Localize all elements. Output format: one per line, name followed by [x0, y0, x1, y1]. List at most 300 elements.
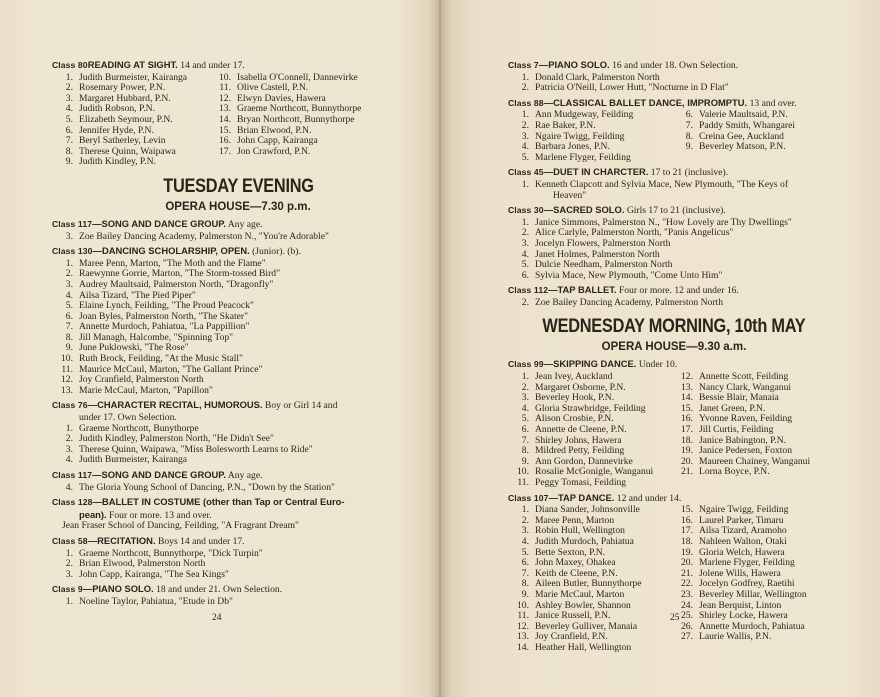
class-block: [52, 470, 424, 493]
entry-item: [516, 590, 680, 601]
class-desc: Boys 14 and under 17.: [157, 535, 245, 547]
entry-list: [680, 505, 807, 653]
entry-text: Annette Scott, Feilding: [699, 371, 789, 383]
entry-text: Jean Ivey, Auckland: [535, 371, 613, 383]
entry-number: 22.: [681, 578, 693, 590]
session-venue: OPERA HOUSE—9.30 a.m.: [601, 341, 747, 354]
entry-text: Jolene Wills, Hawera: [699, 567, 781, 579]
entry-item: [516, 478, 680, 489]
entry-item: [516, 121, 680, 132]
entry-text: Alice Carlyle, Palmerston North, "Panis Angelicus": [535, 227, 734, 239]
entry-text: Judith Burmeister, Kairanga: [79, 71, 188, 83]
entry-number: 3.: [65, 278, 73, 290]
entry-number: 6.: [521, 557, 529, 569]
entry-text: Jocelyn Godfrey, Raetihi: [699, 578, 795, 590]
entry-number: 13.: [681, 381, 693, 393]
entry-number: 15.: [219, 124, 231, 136]
entry-number: 24.: [681, 599, 693, 611]
entry-number: 8.: [685, 130, 693, 142]
entry-number: 18.: [681, 434, 693, 446]
book-gutter: [428, 0, 452, 697]
entry-number: 14.: [517, 641, 529, 653]
class-block-ballet: [508, 98, 840, 164]
entry-text: Isabella O'Connell, Dannevirke: [237, 71, 358, 83]
entry-text: Marie McCaul, Marton: [535, 588, 625, 600]
class-desc: 13 and over.: [749, 97, 797, 109]
class-code: Class 58: [52, 535, 88, 546]
entry-text: Jocelyn Flowers, Palmerston North: [535, 237, 671, 249]
class-title: —TAP BALLET.: [548, 284, 617, 296]
entry-text: Judith Kindley, P.N.: [79, 156, 156, 168]
entry-number: 17.: [681, 424, 693, 436]
entry-number: 5.: [521, 259, 529, 271]
entry-text: Kenneth Clapcott and Sylvia Mace, New Plymouth, "The Keys of: [535, 178, 789, 190]
entry-text: Ann Gordon, Dannevirke: [535, 455, 633, 467]
entry-text: Judith Murdoch, Pahiatua: [535, 535, 634, 547]
entry-number: 1.: [521, 71, 529, 83]
entry-number: 20.: [681, 557, 693, 569]
entry-item: [60, 280, 424, 291]
entry-text: Graeme Northcott, Bunythorpe: [79, 422, 199, 434]
class-code: Class 107: [508, 492, 549, 503]
entry-text: Judith Robson, P.N.: [79, 103, 155, 115]
entry-number: 9.: [685, 141, 693, 153]
entry-text: Shirley Johns, Hawera: [535, 434, 622, 446]
entry-text: Robin Hull, Wellington: [535, 525, 625, 537]
entry-number: 9.: [521, 588, 529, 600]
entry-text: Ailsa Tizard, "The Pied Piper": [79, 289, 196, 301]
entry-item: [516, 180, 840, 191]
entry-text: Paddy Smith, Whangarei: [699, 119, 796, 131]
entry-text: Therese Quinn, Waipawa: [79, 145, 176, 157]
entry-text: Margaret Osborne, P.N.: [535, 381, 626, 393]
class-block-skipping: [508, 359, 840, 488]
entry-number: 13.: [61, 384, 73, 396]
entry-number: 2.: [521, 381, 529, 393]
entry-list: [680, 110, 795, 163]
entry-number: 2.: [521, 119, 529, 131]
class-heading: [52, 470, 424, 482]
entry-text: Joy Cranfield, P.N.: [535, 631, 608, 643]
entry-text: Laurie Wallis, P.N.: [699, 631, 772, 643]
entry-number: 1.: [521, 504, 529, 516]
entry-number: 1.: [521, 216, 529, 228]
entry-list: [680, 372, 810, 489]
entry-number: 16.: [681, 413, 693, 425]
class-block: [52, 400, 424, 466]
entry-item: [680, 121, 795, 132]
entry-item: [516, 537, 680, 548]
entry-number: 25.: [681, 610, 693, 622]
entry-list: [60, 73, 218, 168]
session-header: [52, 176, 424, 213]
entry-text: Bessie Blair, Manaia: [699, 392, 779, 404]
entry-item: [680, 590, 807, 601]
entry-number: 19.: [681, 445, 693, 457]
entry-number: 4.: [65, 481, 73, 493]
entry-text: Gloria Welch, Hawera: [699, 546, 785, 558]
class-list: [52, 219, 424, 608]
entry-item: [60, 386, 424, 397]
right-page: [440, 0, 880, 697]
class-desc: 12 and under 14.: [616, 492, 682, 504]
entry-number: 8.: [65, 145, 73, 157]
entry-text: Noeline Taylor, Pahiatua, "Etude in Db": [79, 595, 233, 607]
entry-text: Beverley Matson, P.N.: [699, 141, 786, 153]
entry-text: Laurel Parker, Timaru: [699, 514, 784, 526]
entry-text: Marlene Flyger, Feilding: [535, 151, 631, 163]
session-venue: OPERA HOUSE—7.30 p.m.: [165, 200, 311, 213]
entry-list: [508, 180, 840, 191]
entry-text: Bette Sexton, P.N.: [535, 546, 606, 558]
class-title: —BALLET IN COSTUME (other than Tap or Central Euro-: [92, 496, 345, 508]
entry-number: 15.: [681, 504, 693, 516]
entry-text: Joy Cranfield, Palmerston North: [79, 374, 204, 386]
session-title: WEDNESDAY MORNING, 10th MAY: [542, 316, 806, 338]
class-heading: [508, 493, 840, 505]
entry-text: Yvonne Raven, Feilding: [699, 413, 793, 425]
class-desc: Any age.: [227, 470, 263, 481]
entry-number: 11.: [517, 610, 529, 622]
entry-text: Raewynne Gorrie, Marton, "The Storm-tossed Bird": [79, 268, 281, 280]
entry-text: Barbara Jones, P.N.: [535, 141, 610, 153]
entry-columns: [52, 73, 424, 168]
class-list: [508, 167, 840, 308]
entry-text: Beverley Hook, P.N.: [535, 392, 615, 404]
entry-number: 2.: [65, 558, 73, 570]
entry-text: Janice Simmons, Palmerston N., "How Lovely are Thy Dwellings": [535, 216, 792, 228]
entry-number: 1.: [65, 422, 73, 434]
entry-number: 2.: [521, 514, 529, 526]
session-header: [508, 316, 840, 353]
entry-list: [52, 424, 424, 466]
entry-number: 6.: [521, 269, 529, 281]
class-heading: [508, 359, 840, 371]
entry-text: Aileen Butler, Bunnythorpe: [535, 578, 642, 590]
entry-text: Rosemary Power, P.N.: [79, 82, 166, 94]
class-title: —DUET IN CHARCTER.: [543, 166, 649, 178]
class-code: Class 99: [508, 359, 544, 370]
class-heading: [52, 219, 424, 231]
entry-text: Beverley Gulliver, Manaia: [535, 620, 638, 632]
entry-list: [508, 218, 840, 282]
entry-text: Elaine Lynch, Feilding, "The Proud Peacock": [79, 300, 254, 312]
entry-text: Bryan Northcott, Bunnythorpe: [237, 113, 355, 125]
class-title: —SACRED SOLO.: [543, 204, 625, 216]
entry-number: 7.: [65, 321, 73, 333]
class-title: —SONG AND DANCE GROUP.: [92, 217, 226, 229]
class-code: Class 112: [508, 285, 549, 296]
entry-list: [52, 597, 424, 608]
entry-number: 15.: [681, 402, 693, 414]
entry-item: [680, 142, 795, 153]
class-desc: Four or more. 13 and over.: [109, 509, 212, 521]
entry-number: 8.: [65, 331, 73, 343]
entry-item: [60, 455, 424, 466]
entry-number: 12.: [681, 371, 693, 383]
entry-number: 4.: [65, 103, 73, 115]
class-heading: [52, 536, 424, 548]
entry-text: Annette Murdoch, Pahiatua: [699, 620, 805, 632]
entry-text: Keith de Cleene, P.N.: [535, 567, 618, 579]
entry-list: [508, 298, 840, 309]
entry-text: Annette de Cleene, P.N.: [535, 424, 627, 436]
entry-number: 18.: [681, 535, 693, 547]
entry-text-continued: Heaven": [553, 189, 587, 201]
entry-text: Jill Curtis, Feilding: [699, 424, 774, 436]
entry-text: Janice Babington, P.N.: [699, 434, 787, 446]
entry-number: 4.: [65, 454, 73, 466]
class-desc: 18 and under 21. Own Selection.: [156, 584, 283, 596]
entry-number: 12.: [61, 374, 73, 386]
class-heading: [52, 497, 424, 509]
entry-text: Maurice McCaul, Marton, "The Gallant Prince": [79, 363, 263, 375]
class-code: Class 88: [508, 97, 544, 108]
entry-columns: [508, 505, 840, 653]
entry-number: 7.: [521, 434, 529, 446]
entry-item: [680, 467, 810, 478]
class-block: [52, 536, 424, 580]
class-desc: Girls 17 to 21 (inclusive).: [626, 205, 726, 217]
entry-number: 17.: [681, 525, 693, 537]
entry-text: Graeme Northcott, Bunnythorpe: [237, 103, 362, 115]
class-title: —SKIPPING DANCE.: [543, 358, 637, 370]
class-heading: [52, 584, 424, 596]
entry-text: Ashley Bowler, Shannon: [535, 599, 631, 611]
entry-text: Maree Penn, Marton, "The Moth and the Flame": [79, 257, 266, 269]
entry-number: 6.: [521, 424, 529, 436]
entry-item: [60, 483, 424, 494]
entry-text: Ruth Brock, Feilding, "At the Music Stall": [79, 353, 243, 365]
entry-text: Creina Gee, Auckland: [699, 130, 784, 142]
entry-text: Jon Crawford, P.N.: [237, 145, 311, 157]
entry-item: [516, 271, 840, 282]
entry-number: 4.: [521, 141, 529, 153]
entry-number: 4.: [521, 248, 529, 260]
entry-line: Jean Fraser School of Dancing, Feilding, "A Fragrant Dream": [62, 520, 299, 532]
entry-text: The Gloria Young School of Dancing, P.N., "Down by the Station": [79, 481, 335, 493]
entry-item: [60, 570, 424, 581]
entry-number: 4.: [521, 402, 529, 414]
entry-number: 3.: [65, 568, 73, 580]
entry-number: 11.: [219, 82, 231, 94]
entry-number: 13.: [517, 631, 529, 643]
entry-number: 1.: [521, 178, 529, 190]
class-list: [508, 60, 840, 94]
entry-number: 5.: [65, 113, 73, 125]
entry-text: Nahleen Walton, Otaki: [699, 535, 787, 547]
entry-text: John Capp, Kairanga: [237, 135, 318, 147]
class-heading: [508, 167, 840, 179]
entry-list: [516, 110, 680, 163]
entry-text: Janet Holmes, Palmerston North: [535, 248, 660, 260]
entry-number: 1.: [65, 595, 73, 607]
entry-text: Maureen Chainey, Wanganui: [699, 455, 811, 467]
class-heading: [508, 205, 840, 217]
entry-text: Therese Quinn, Waipawa, "Miss Bolesworth Learns to Ride": [79, 443, 313, 455]
class-title: READING AT SIGHT.: [87, 59, 178, 70]
entry-number: 2.: [521, 82, 529, 94]
entry-item: [60, 157, 218, 168]
entry-number: 12.: [219, 92, 231, 104]
entry-item: [680, 632, 807, 643]
class-desc: (Junior). (b).: [252, 246, 301, 258]
class-block: [508, 60, 840, 94]
entry-number: 1.: [65, 257, 73, 269]
entry-number: 2.: [65, 268, 73, 280]
entry-text: Rosalie McGonigle, Wanganui: [535, 466, 654, 478]
entry-list: [218, 73, 361, 168]
entry-text: Sylvia Mace, New Plymouth, "Come Unto Him": [535, 269, 723, 281]
class-title: —CHARACTER RECITAL, HUMOROUS.: [87, 399, 263, 411]
entry-list: [516, 505, 680, 653]
entry-number: 9.: [65, 342, 73, 354]
entry-item: [680, 537, 807, 548]
entry-number: 3.: [65, 92, 73, 104]
entry-number: 9.: [521, 455, 529, 467]
entry-number: 14.: [681, 392, 693, 404]
entry-number: 6.: [65, 124, 73, 136]
class-code: Class 45: [508, 167, 544, 178]
entry-item: [60, 597, 424, 608]
class-desc: 14 and under 17.: [180, 60, 245, 71]
entry-number: 6.: [65, 310, 73, 322]
entry-item: [60, 115, 218, 126]
entry-text: Rae Baker, P.N.: [535, 119, 596, 131]
class-heading: [508, 285, 840, 297]
entry-text: June Puklowski, "The Rose": [79, 342, 189, 354]
entry-text: Beryl Satherley, Levin: [79, 135, 166, 147]
entry-text: Ailsa Tizard, Aramoho: [699, 525, 787, 537]
entry-text: Ngaire Twigg, Feilding: [535, 130, 625, 142]
entry-number: 4.: [521, 535, 529, 547]
entry-number: 2.: [521, 227, 529, 239]
entry-text: Heather Hall, Wellington: [535, 641, 632, 653]
class-block: [508, 205, 840, 281]
class-block: [52, 246, 424, 396]
entry-number: 8.: [521, 445, 529, 457]
entry-number: 1.: [521, 109, 529, 121]
entry-text: Maree Penn, Marton: [535, 514, 615, 526]
entry-list: [516, 372, 680, 489]
entry-text: Annette Murdoch, Pahiatua, "La Pappillion": [79, 321, 250, 333]
class-block-reading: [52, 60, 424, 168]
entry-text: Brian Elwood, P.N.: [237, 124, 312, 136]
entry-number: 3.: [521, 392, 529, 404]
entry-number: 7.: [521, 567, 529, 579]
class-title-continued: pean).: [79, 508, 107, 520]
entry-number: 3.: [65, 443, 73, 455]
class-title: —DANCING SCHOLARSHIP, OPEN.: [92, 245, 250, 257]
class-heading: [508, 60, 840, 72]
class-code: Class 128: [52, 497, 93, 508]
entry-text: Zoe Bailey Dancing Academy, Palmerston N., "You're Adorable": [79, 230, 329, 242]
entry-number: 16.: [219, 135, 231, 147]
class-code: Class 7: [508, 60, 539, 70]
entry-text: Dulcie Needham, Palmerston North: [535, 259, 673, 271]
entry-text: Shirley Locke, Hawera: [699, 610, 788, 622]
entry-number: 26.: [681, 620, 693, 632]
class-heading: [508, 98, 840, 110]
entry-number: 6.: [685, 109, 693, 121]
entry-text: Diana Sander, Johnsonville: [535, 504, 640, 516]
entry-text: Janice Pedersen, Foxton: [699, 445, 792, 457]
entry-text: Ann Mudgeway, Feilding: [535, 109, 634, 121]
entry-text: Jill Managh, Halcombe, "Spinning Top": [79, 331, 234, 343]
class-block: [52, 584, 424, 607]
entry-number: 5.: [65, 300, 73, 312]
entry-number: 3.: [65, 230, 73, 242]
entry-number: 10.: [517, 466, 529, 478]
page-number: 25: [670, 613, 680, 623]
entry-list: [508, 73, 840, 94]
class-block: [508, 167, 840, 201]
entry-number: 3.: [521, 237, 529, 249]
entry-item: [516, 239, 840, 250]
class-desc: Boy or Girl 14 and: [264, 400, 338, 412]
entry-text: Marlene Flyger, Feilding: [699, 557, 795, 569]
class-title: —PIANO SOLO.: [538, 59, 610, 70]
entry-number: 5.: [521, 151, 529, 163]
entry-number: 10.: [61, 353, 73, 365]
entry-text: Peggy Tomasi, Feilding: [535, 477, 627, 488]
class-desc: Under 10.: [638, 359, 678, 371]
entry-number: 5.: [521, 413, 529, 425]
entry-text: Alison Crosbie, P.N.: [535, 413, 614, 425]
entry-number: 13.: [219, 103, 231, 115]
entry-item: [516, 153, 680, 164]
entry-number: 21.: [681, 567, 693, 579]
class-block: [52, 219, 424, 242]
entry-item: [516, 298, 840, 309]
entry-text: Judith Kindley, Palmerston North, "He Didn't See": [79, 433, 274, 445]
entry-text: Olive Castell, P.N.: [237, 82, 309, 94]
entry-text: Patricia O'Neill, Lower Hutt, "Nocturne in D Flat": [535, 82, 729, 94]
entry-item: [516, 643, 680, 654]
entry-number: 27.: [681, 631, 693, 643]
class-title: —RECITATION.: [87, 534, 156, 546]
class-code: Class 130: [52, 246, 93, 257]
entry-text: Valerie Maultsaid, P.N.: [699, 109, 788, 121]
class-code: Class 9: [52, 584, 83, 595]
entry-text: Marie McCaul, Marton, "Papillon": [79, 384, 213, 396]
entry-number: 9.: [65, 156, 73, 168]
entry-text: Margaret Hubbard, P.N.: [79, 92, 171, 104]
class-code: Class 117: [52, 470, 93, 480]
entry-text: Brian Elwood, Palmerston North: [79, 558, 206, 570]
entry-item: [516, 83, 840, 94]
entry-number: 23.: [681, 588, 693, 600]
entry-list: [52, 232, 424, 243]
class-code: Class 117: [52, 218, 93, 229]
entry-text: John Capp, Kairanga, "The Sea Kings": [79, 568, 229, 580]
class-title: —CLASSICAL BALLET DANCE, IMPROMPTU.: [543, 96, 748, 108]
class-heading: [52, 60, 424, 72]
entry-number: 10.: [517, 599, 529, 611]
class-desc: 17 to 21 (inclusive).: [650, 167, 729, 179]
entry-text: Jean Berquist, Linton: [699, 599, 782, 611]
entry-text: Donald Clark, Palmerston North: [535, 71, 660, 83]
entry-number: 7.: [65, 135, 73, 147]
entry-number: 17.: [219, 145, 231, 157]
entry-text: Audrey Maultsaid, Palmerston North, "Dragonfly": [79, 278, 274, 290]
entry-text: Joan Byles, Palmerston North, "The Skater": [79, 310, 249, 322]
entry-columns: [508, 372, 840, 489]
class-code: Class 80: [52, 60, 88, 70]
class-code: Class 30: [508, 205, 544, 216]
class-title: —PIANO SOLO.: [82, 583, 154, 595]
entry-number: 1.: [65, 71, 73, 83]
